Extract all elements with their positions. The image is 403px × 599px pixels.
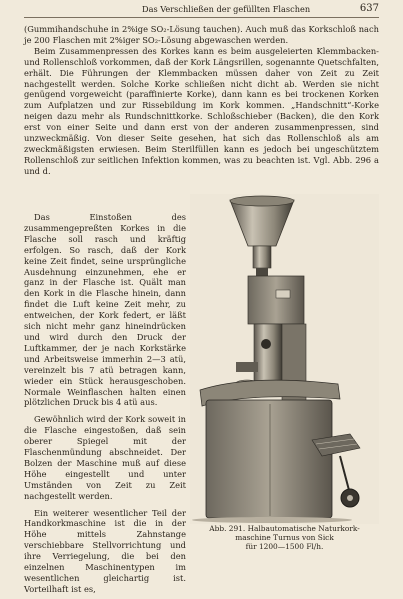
full-width-text (24, 24, 379, 177)
figure-caption (190, 524, 379, 551)
running-title: Das Verschließen der gefüllten Flaschen (142, 4, 311, 14)
paragraph: Ein weiterer wesentlicher Teil der Handkorkmaschine ist die in der Höhe mittels Zahnstange verschiebbare Stellvorrichtung und ihre Verriegelung, die bei den einzelnen Maschinentypen im wesentlichen gleichartig ist. Vorteilhaft ist es, (24, 507, 186, 594)
page-number: 637 (359, 3, 379, 14)
paragraph: (Gummihandschuhe in 2%ige SO₂-Lösung tauchen). Auch muß das Korkschloß nach je 200 Flaschen mit 2%iger SO₂-Lösung abgewaschen werden. (24, 24, 379, 45)
running-header (24, 4, 379, 18)
paragraph: Das Einstoßen des zusammengepreßten Korkes in die Flasche soll rasch und kräftig erfolgen. So rasch, daß der Kork keine Zeit findet, seine ursprüngliche Ausdehnung einzunehmen, ehe er ganz in der Flasche ist. Quält man den Kork in die Flasche hinein, dann findet die Luft keine Zeit mehr, zu entweichen, der Kork federt, er läßt sich nicht mehr ganz hineindrücken und wird durch den Druck der Luftkammer, der je nach Korkstärke und Arbeitsweise immerhin 2—3 atü, vereinzelt bis 7 atü betragen kann, wieder ein Stück herausgeschoben. Normale Weinflaschen halten einen plötzlichen Druck bis 4 atü aus. (24, 212, 186, 408)
maker-plate (276, 290, 290, 298)
header-rule (24, 17, 379, 18)
caption-line: Abb. 291. Halbautomatische Naturkork- (209, 524, 360, 533)
left-column-text (24, 212, 186, 595)
caption-line: maschine Turnus von Sick (235, 533, 334, 542)
paragraph: Beim Zusammenpressen des Korkes kann es beim ausgeleierten Klemmbacken- und Rollenschloß vorkommen, daß der Kork Längsrillen, sogenannte Quetschfalten, erhält. Die Führungen der Klemmbacken müssen daher von Zeit zu Zeit nachgestellt werden. Solche Korke schließen nicht dicht ab. Werden sie nicht genügend vorgeweicht (paraffinierte Korke), dann kann es bei trockenen Korken zum Aufplatzen und zur Rissebildung im Kork kommen. „Handschnitt“-Korke neigen dazu mehr als Rundschnittkorke. Schloßschieber (Backen), die den Kork erst von einer Seite und dann erst von der anderen zusammenpressen, sind unzweckmäßig. Von dieser Seite gesehen, hat sich das Rollenschloß als am zweckmäßigsten erwiesen. Beim Sterilfüllen kann es jedoch bei ungeschütztem Rollenschloß zur seitlichen Infektion kommen, was zu beachten ist. Vgl. Abb. 296 a und d. (24, 45, 379, 176)
machine-cabinet (206, 400, 332, 518)
figure-291 (190, 194, 379, 562)
book-page (24, 0, 379, 599)
paragraph: Gewöhnlich wird der Kork soweit in die Flasche eingestoßen, daß sein oberer Spiegel mit der Flaschenmündung abschneidet. Der Bolzen der Maschine muß auf diese Höhe eingestellt und unter Umständen von Zeit zu Zeit nachgestellt werden. (24, 414, 186, 501)
caption-line: für 1200—1500 Fl/h. (245, 542, 324, 551)
corking-machine-photo (190, 194, 379, 524)
